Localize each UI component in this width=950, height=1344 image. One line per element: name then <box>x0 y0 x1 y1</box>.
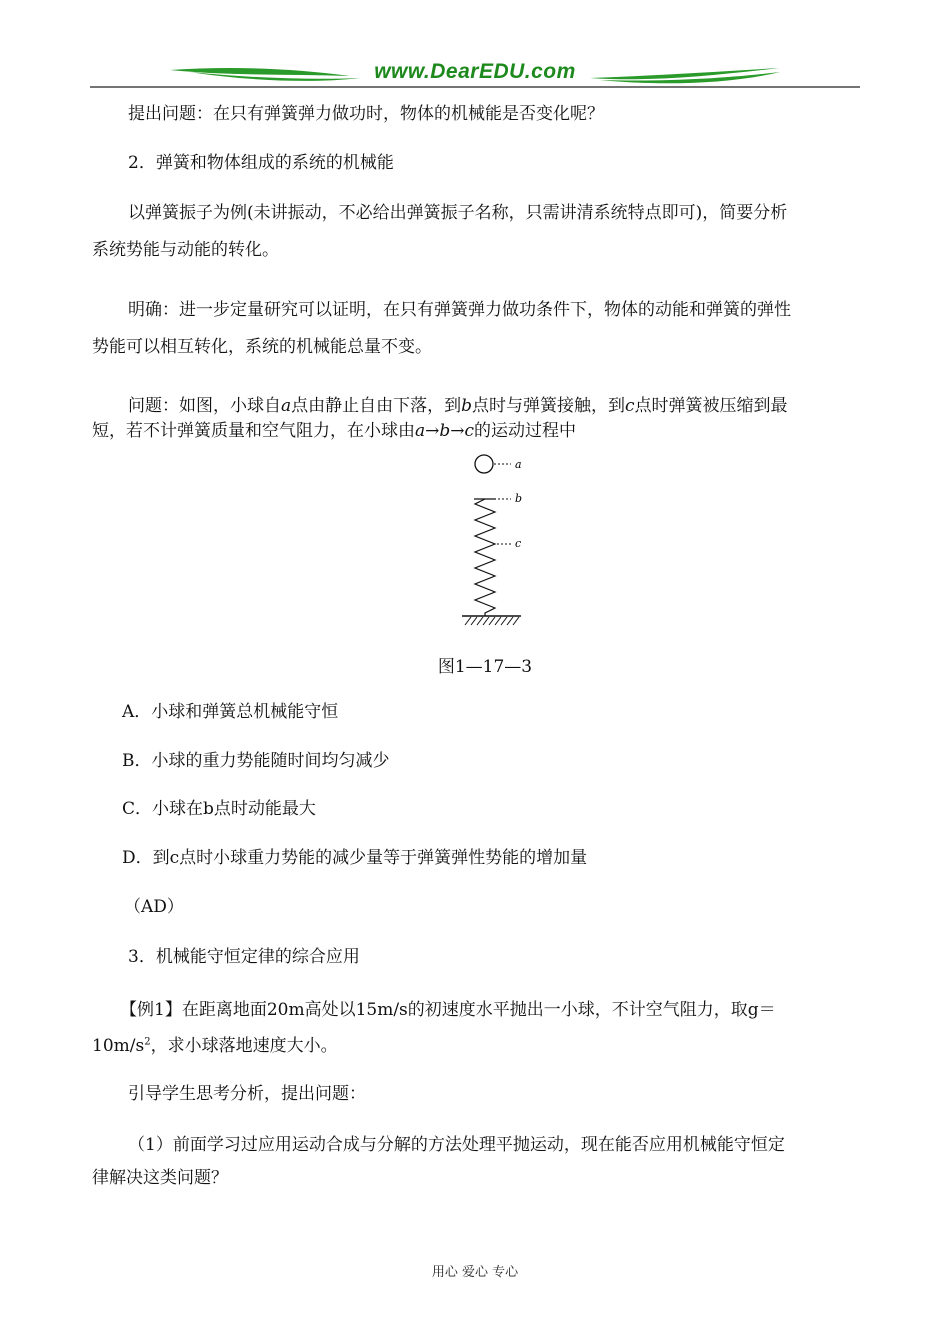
guide-paragraph: 引导学生思考分析，提出问题： <box>128 1084 366 1104</box>
figure-caption: 图1—17—3 <box>437 657 533 677</box>
problem-text: 短，若不计弹簧质量和空气阻力，在小球由 <box>92 421 415 441</box>
problem-text: 点时与弹簧接触，到 <box>472 396 626 416</box>
option-a: A．小球和弹簧总机械能守恒 <box>122 702 339 722</box>
section-heading-2: 2．弹簧和物体组成的系统的机械能 <box>128 153 394 173</box>
paragraph-clarify-line2: 势能可以相互转化，系统的机械能总量不变。 <box>92 337 432 357</box>
point-c-ref: c <box>625 396 635 416</box>
motion-path: a→b→c <box>415 421 475 441</box>
paragraph-spring-example-line1: 以弹簧振子为例(未讲振动，不必给出弹簧振子名称，只需讲清系统特点即可)，简要分析 <box>128 203 788 223</box>
example-line1: 【例1】在距离地面20m高处以15m/s的初速度水平抛出一小球，不计空气阻力，取g＝ <box>120 1000 776 1020</box>
option-d: D．到c点时小球重力势能的减少量等于弹簧弹性势能的增加量 <box>122 848 588 868</box>
site-logo-text: www.DearEDU.com <box>374 60 576 83</box>
section-heading-3: 3．机械能守恒定律的综合应用 <box>128 947 360 967</box>
example-superscript: 2 <box>144 1036 151 1048</box>
problem-text: 问题：如图，小球自 <box>128 396 281 416</box>
option-b: B．小球的重力势能随时间均匀减少 <box>122 751 390 771</box>
problem-text: 点时弹簧被压缩到最 <box>634 396 788 416</box>
example-text: ，求小球落地速度大小。 <box>150 1036 338 1056</box>
paragraph-question-elastic: 提出问题：在只有弹簧弹力做功时，物体的机械能是否变化呢？ <box>128 104 604 124</box>
label-a: a <box>515 458 522 471</box>
problem-line1 <box>128 394 788 418</box>
paragraph-clarify-line1: 明确：进一步定量研究可以证明，在只有弹簧弹力做功条件下，物体的动能和弹簧的弹性 <box>128 300 791 320</box>
example-line2 <box>92 1034 338 1058</box>
spring-ball-figure <box>455 450 535 632</box>
problem-text: 点由静止自由下落，到 <box>291 396 462 416</box>
point-a-ref: a <box>281 396 292 416</box>
question-1-line2: 律解决这类问题？ <box>92 1168 228 1188</box>
problem-line2 <box>92 419 576 443</box>
spring-coil <box>475 499 495 616</box>
label-c: c <box>515 537 522 550</box>
option-c: C．小球在b点时动能最大 <box>122 799 316 819</box>
problem-text: 的运动过程中 <box>474 421 577 441</box>
ball <box>475 455 493 473</box>
answer: （AD） <box>124 897 184 917</box>
paragraph-spring-example-line2: 系统势能与动能的转化。 <box>92 240 279 260</box>
ground-hatch <box>465 617 519 625</box>
label-b: b <box>515 492 523 505</box>
point-b-ref: b <box>461 396 473 416</box>
example-unit: 10m/s <box>92 1036 145 1056</box>
page-footer: 用心 爱心 专心 <box>431 1265 519 1280</box>
page-header <box>90 56 860 90</box>
question-1-line1: （1）前面学习过应用运动合成与分解的方法处理平抛运动，现在能否应用机械能守恒定 <box>128 1135 785 1155</box>
